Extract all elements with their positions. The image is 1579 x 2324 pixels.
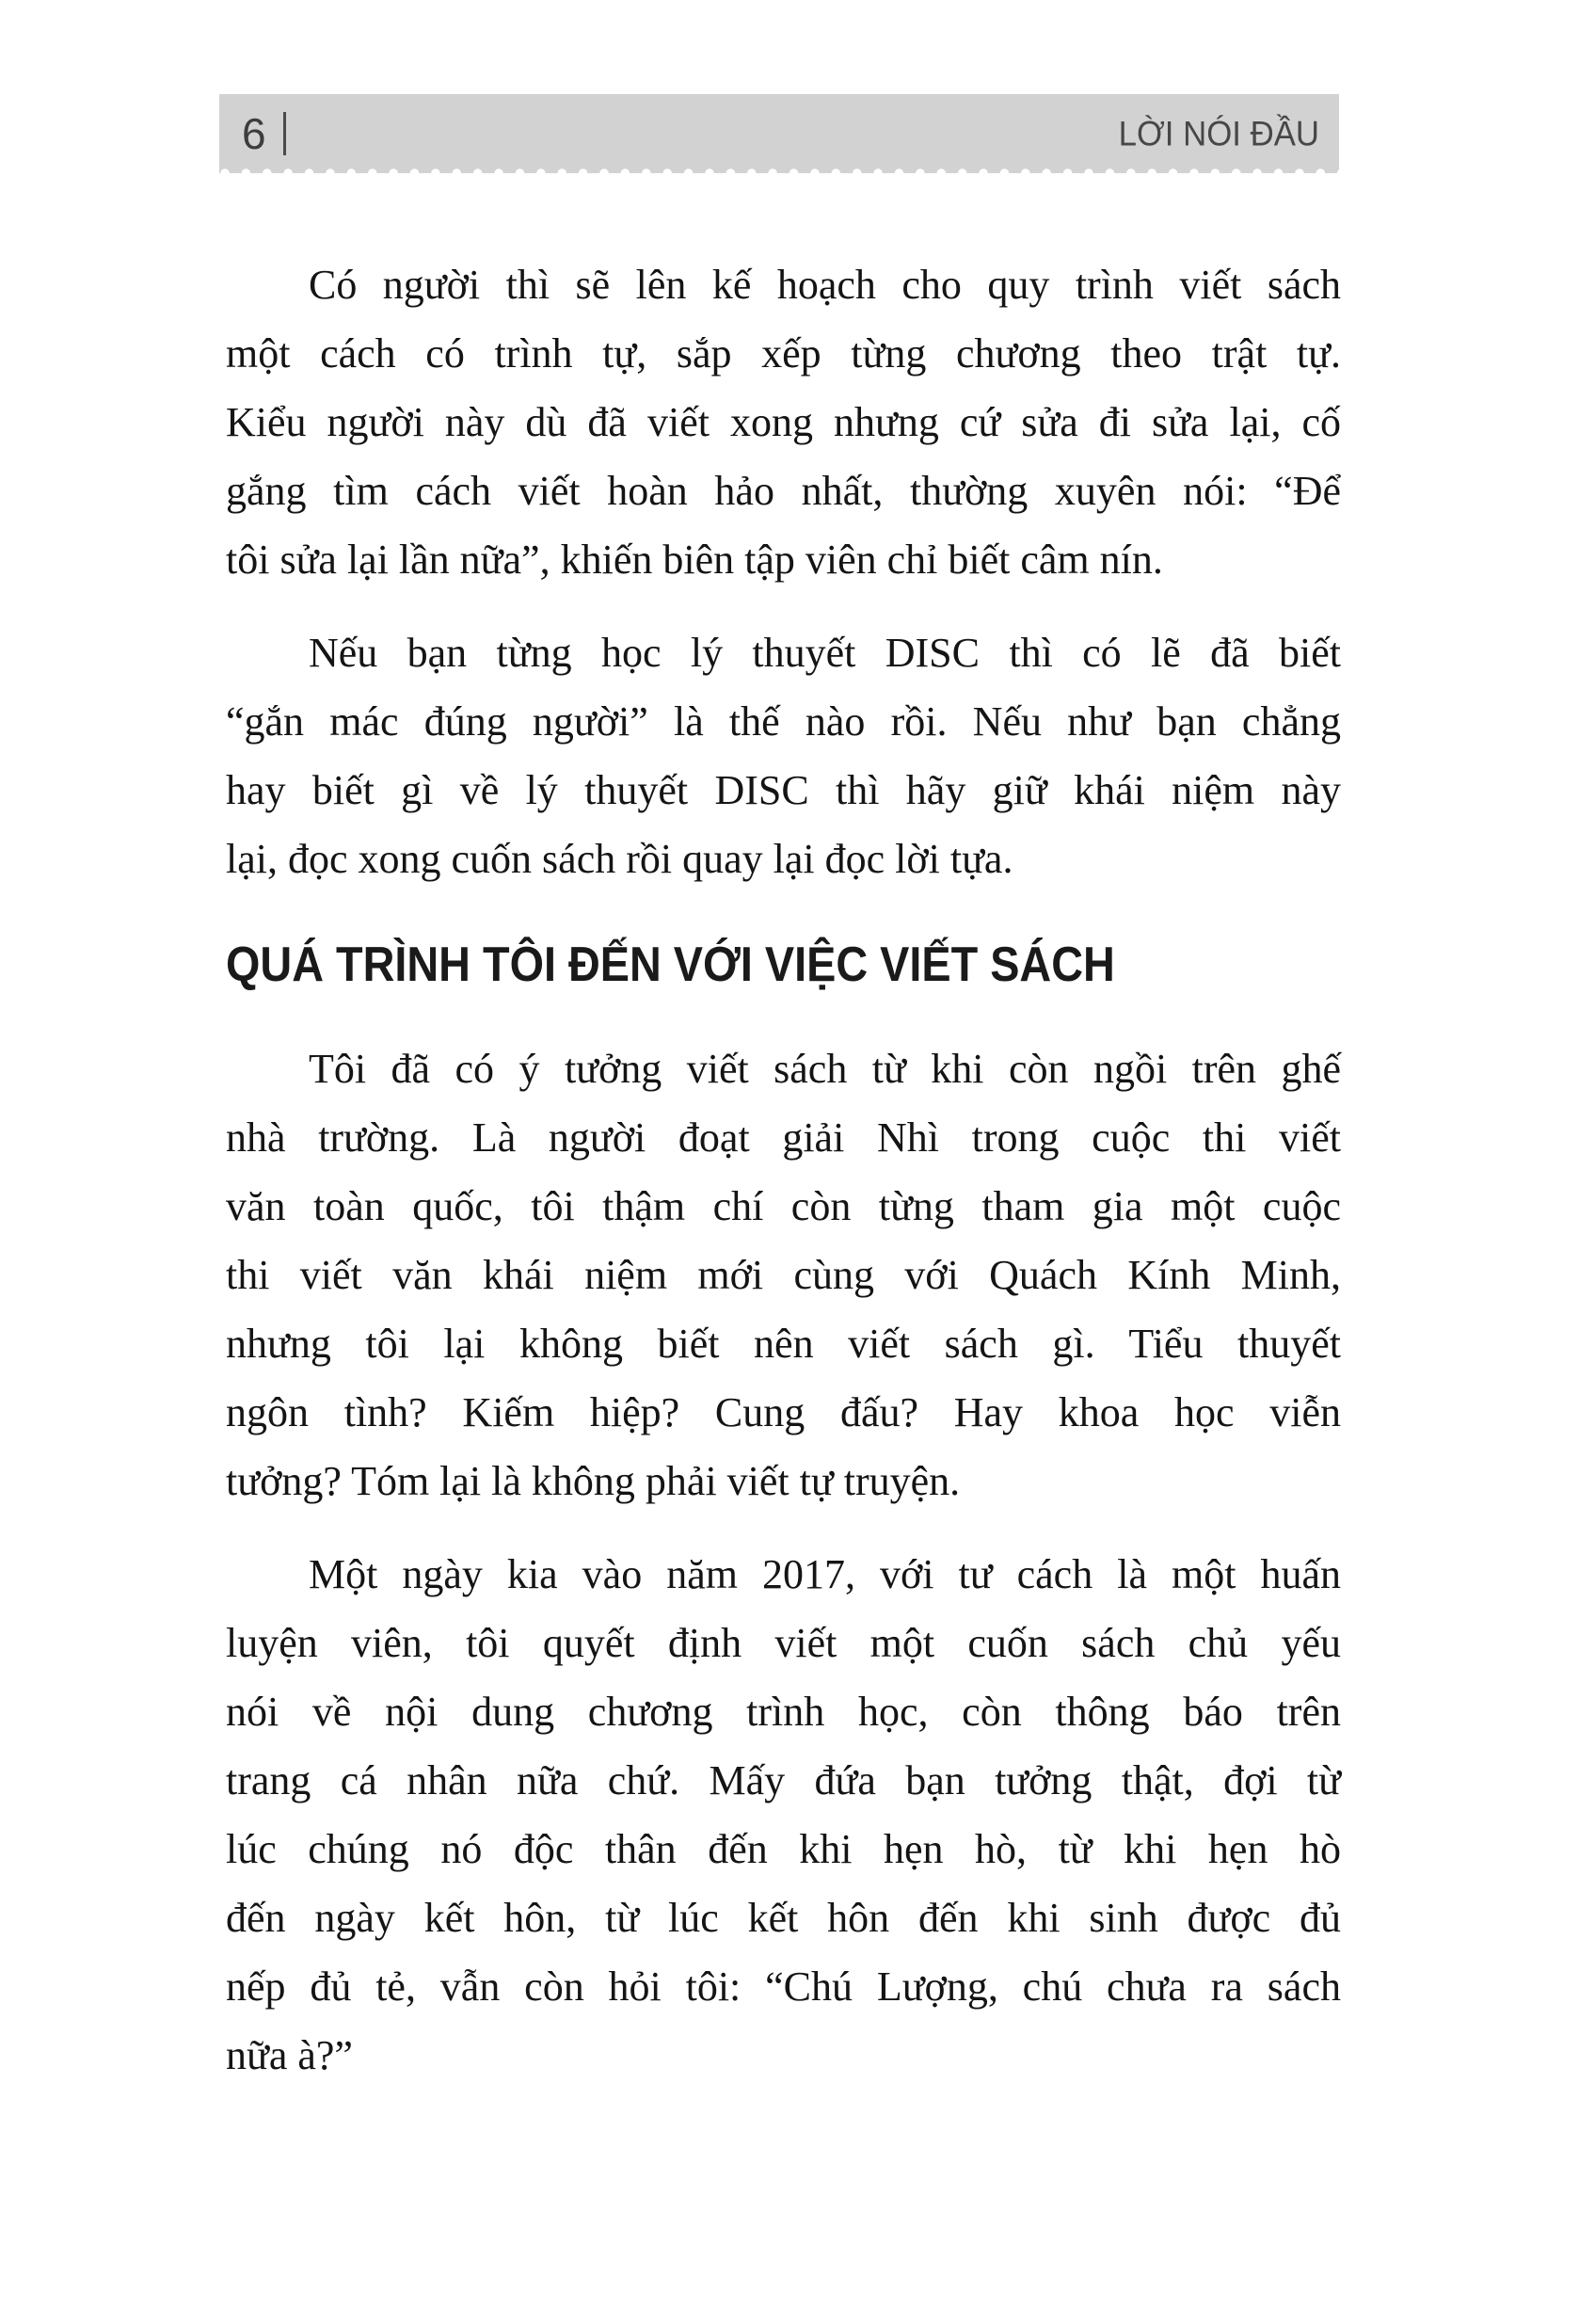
page-number-group — [242, 109, 286, 158]
text-line: Một ngày kia vào năm 2017, với tư cách là một huấn — [309, 1551, 1341, 1597]
text-line: tưởng? Tóm lại là không phải viết tự truyện. — [226, 1458, 961, 1504]
paragraph — [226, 250, 1341, 594]
text-line: đến ngày kết hôn, từ lúc kết hôn đến khi sinh được đủ — [226, 1895, 1341, 1941]
text-line: Tôi đã có ý tưởng viết sách từ khi còn ngồi trên ghế — [309, 1046, 1341, 1092]
paragraph — [226, 1540, 1341, 2090]
page-number: 6 — [242, 109, 266, 158]
text-line: hay biết gì về lý thuyết DISC thì hãy giữ khái niệm này — [226, 767, 1341, 813]
text-line: lúc chúng nó độc thân đến khi hẹn hò, từ khi hẹn hò — [226, 1826, 1341, 1872]
text-line: gắng tìm cách viết hoàn hảo nhất, thường xuyên nói: “Để — [226, 468, 1341, 514]
page-content — [226, 250, 1341, 2114]
text-line: ngôn tình? Kiếm hiệp? Cung đấu? Hay khoa học viễn — [226, 1389, 1341, 1435]
text-line: “gắn mác đúng người” là thế nào rồi. Nếu như bạn chẳng — [226, 698, 1341, 745]
text-line: tôi sửa lại lần nữa”, khiến biên tập viên chỉ biết câm nín. — [226, 537, 1163, 583]
header-divider — [283, 112, 286, 155]
text-line: nữa à?” — [226, 2032, 353, 2078]
text-line: trang cá nhân nữa chứ. Mấy đứa bạn tưởng thật, đợi từ — [226, 1757, 1341, 1803]
paragraph-group-bottom — [226, 1034, 1341, 2090]
text-line: Có người thì sẽ lên kế hoạch cho quy trình viết sách — [309, 262, 1341, 308]
text-line: Nếu bạn từng học lý thuyết DISC thì có lẽ đã biết — [309, 630, 1341, 676]
page-header — [219, 94, 1339, 173]
paragraph — [226, 618, 1341, 893]
text-line: lại, đọc xong cuốn sách rồi quay lại đọc lời tựa. — [226, 836, 1013, 882]
text-line: thi viết văn khái niệm mới cùng với Quách Kính Minh, — [226, 1252, 1341, 1298]
text-line: nói về nội dung chương trình học, còn thông báo trên — [226, 1689, 1341, 1735]
text-line: một cách có trình tự, sắp xếp từng chương theo trật tự. — [226, 330, 1341, 377]
paragraph-group-top — [226, 250, 1341, 893]
paragraph — [226, 1034, 1341, 1515]
running-head-section-title: LỜI NÓI ĐẦU — [1118, 114, 1319, 153]
text-line: nhà trường. Là người đoạt giải Nhì trong cuộc thi viết — [226, 1114, 1341, 1161]
section-heading: QUÁ TRÌNH TÔI ĐẾN VỚI VIỆC VIẾT SÁCH — [226, 938, 1115, 992]
text-line: nhưng tôi lại không biết nên viết sách gì. Tiểu thuyết — [226, 1321, 1341, 1367]
text-line: Kiểu người này dù đã viết xong nhưng cứ sửa đi sửa lại, cố — [226, 399, 1341, 445]
text-line: văn toàn quốc, tôi thậm chí còn từng tham gia một cuộc — [226, 1183, 1341, 1229]
text-line: nếp đủ tẻ, vẫn còn hỏi tôi: “Chú Lượng, chú chưa ra sách — [226, 1963, 1341, 2010]
text-line: luyện viên, tôi quyết định viết một cuốn sách chủ yếu — [226, 1620, 1341, 1666]
